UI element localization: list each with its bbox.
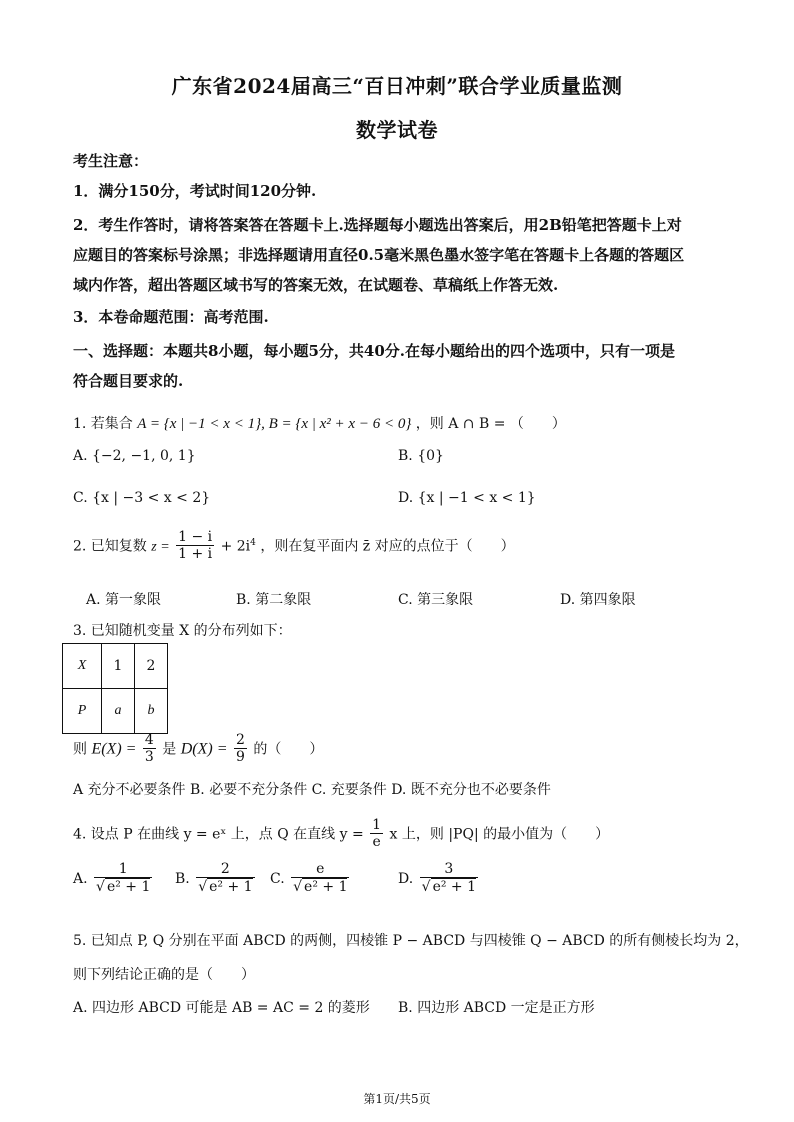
question-4-option-d-fraction (420, 862, 478, 896)
question-4-stem-b: x 上，则 |PQ| 的最小值为（ ） (389, 826, 610, 843)
question-1-prefix: 1. 若集合 (73, 416, 133, 432)
question-3-stem: 3. 已知随机变量 X 的分布列如下： (73, 623, 292, 639)
question-2-option-b: B. 第二象限 (236, 592, 312, 608)
table-cell: X (63, 644, 102, 689)
question-1-option-a: A. {−2, −1, 0, 1} (73, 448, 196, 464)
question-3-dx-den: 9 (235, 749, 245, 766)
question-2-tail: + 2i (220, 538, 251, 555)
question-4-option-d-radicand: e² + 1 (432, 879, 476, 896)
notice-item-2-line-2: 应题目的答案标号涂黑；非选择题请用直径0.5毫米黑色墨水签字笔在答题卡上各题的答题区 (73, 246, 685, 264)
question-3-options: A 充分不必要条件 B. 必要不充分条件 C. 充要条件 D. 既不充分也不必要条件 (73, 782, 551, 798)
page-title: 广东省2024届高三“百日冲刺”联合学业质量监测 (171, 74, 623, 98)
question-3-dx-fraction (234, 733, 247, 766)
question-3-dx: D(X) = (180, 740, 228, 758)
question-4-option-c-num: e (316, 861, 325, 877)
table-row (63, 644, 168, 689)
question-1-suffix: ，则 A ∩ B = （ ） (415, 416, 566, 432)
question-3-dx-num: 2 (235, 732, 245, 748)
section-heading-line-2: 符合题目要求的. (73, 372, 184, 390)
table-row (63, 689, 168, 734)
question-4-fraction-num: 1 (372, 817, 382, 833)
question-4-option-c (270, 862, 351, 896)
table-cell: a (102, 689, 135, 734)
question-2-option-a: A. 第一象限 (86, 592, 162, 608)
section-heading-line-1: 一、选择题：本题共8小题，每小题5分，共40分.在每小题给出的四个选项中，只有一项是 (73, 342, 675, 360)
question-4-option-d (398, 862, 480, 896)
question-1-sets: A = {x | −1 < x < 1}, B = {x | x² + x − 6 < 0} (137, 416, 412, 432)
question-2-fraction (176, 530, 214, 563)
question-3-ex: E(X) = (91, 740, 137, 758)
question-4-option-b-den: √ e² + 1 (198, 879, 253, 896)
notice-item-1: 1．满分150分，考试时间120分钟. (73, 182, 317, 200)
question-4-option-d-den: √ e² + 1 (421, 879, 476, 896)
question-2-fraction-num: 1 − i (178, 529, 213, 545)
question-4-option-b-fraction (196, 862, 254, 896)
question-2-exponent: 4 (250, 537, 256, 548)
question-2-stem (73, 530, 515, 563)
question-4-option-a (73, 862, 154, 896)
table-cell: P (63, 689, 102, 734)
notice-heading: 考生注意： (73, 152, 149, 170)
notice-item-2-line-1: 2．考生作答时，请将答案答在答题卡上.选择题每小题选出答案后，用2B铅笔把答题卡上对 (73, 216, 682, 234)
question-2-fraction-den: 1 + i (178, 546, 213, 563)
question-3-ex-num: 4 (144, 732, 154, 748)
question-4-option-a-num: 1 (118, 861, 128, 877)
question-3-cond-suffix: 的（ ） (253, 741, 324, 758)
question-4-option-a-fraction (94, 862, 152, 896)
question-4-option-b-radicand: e² + 1 (209, 879, 253, 896)
question-3-condition (73, 733, 323, 766)
question-5-line-2: 则下列结论正确的是（ ） (73, 967, 255, 983)
question-2-z: z = (151, 539, 170, 555)
table-cell: 2 (135, 644, 168, 689)
question-4-option-c-den: √ e² + 1 (293, 879, 348, 896)
question-3-cond-prefix: 则 (73, 741, 87, 758)
question-3-ex-fraction (143, 733, 156, 766)
question-4-option-d-label: D. (398, 871, 414, 888)
table-cell: 1 (102, 644, 135, 689)
page-number: 第1页/共5页 (363, 1092, 431, 1106)
question-4-option-a-den: √ e² + 1 (96, 879, 151, 896)
question-4-option-b-num: 2 (220, 861, 230, 877)
question-4-stem-a: 4. 设点 P 在曲线 y = eˣ 上，点 Q 在直线 y = (73, 826, 364, 843)
page-subtitle: 数学试卷 (356, 118, 438, 142)
question-5-option-a: A. 四边形 ABCD 可能是 AB = AC = 2 的菱形 (73, 1000, 370, 1016)
question-4-stem (73, 818, 609, 851)
question-4-option-d-num: 3 (444, 861, 454, 877)
question-4-option-c-label: C. (270, 871, 285, 888)
question-4-option-c-radicand: e² + 1 (304, 879, 348, 896)
question-1-stem (73, 413, 566, 433)
question-2-suffix: ，则在复平面内 z̄ 对应的点位于（ ） (260, 538, 515, 555)
question-1-option-c: C. {x | −3 < x < 2} (73, 490, 211, 506)
question-4-option-b (175, 862, 257, 896)
question-4-option-a-label: A. (73, 871, 88, 888)
question-4-fraction (370, 818, 383, 851)
notice-item-3: 3．本卷命题范围：高考范围. (73, 308, 269, 326)
question-3-is: 是 (162, 741, 177, 758)
question-4-option-a-radicand: e² + 1 (106, 879, 151, 896)
question-5-option-b: B. 四边形 ABCD 一定是正方形 (398, 1000, 595, 1016)
question-3-ex-den: 3 (144, 749, 154, 766)
question-5-line-1: 5. 已知点 P, Q 分别在平面 ABCD 的两侧，四棱锥 P − ABCD 与四棱锥 Q − ABCD 的所有侧棱长均为 2， (73, 933, 749, 949)
table-cell: b (135, 689, 168, 734)
question-1-option-b: B. {0} (398, 448, 444, 464)
question-4-option-b-label: B. (175, 871, 190, 888)
question-2-option-c: C. 第三象限 (398, 592, 474, 608)
question-1-option-d: D. {x | −1 < x < 1} (398, 490, 536, 506)
distribution-table (62, 643, 168, 734)
question-4-fraction-den: e (370, 833, 383, 851)
question-2-option-d: D. 第四象限 (560, 592, 636, 608)
question-2-prefix: 2. 已知复数 (73, 538, 147, 555)
question-4-option-c-fraction (291, 862, 349, 896)
notice-item-2-line-3: 域内作答，超出答题区域书写的答案无效，在试题卷、草稿纸上作答无效. (73, 276, 559, 294)
